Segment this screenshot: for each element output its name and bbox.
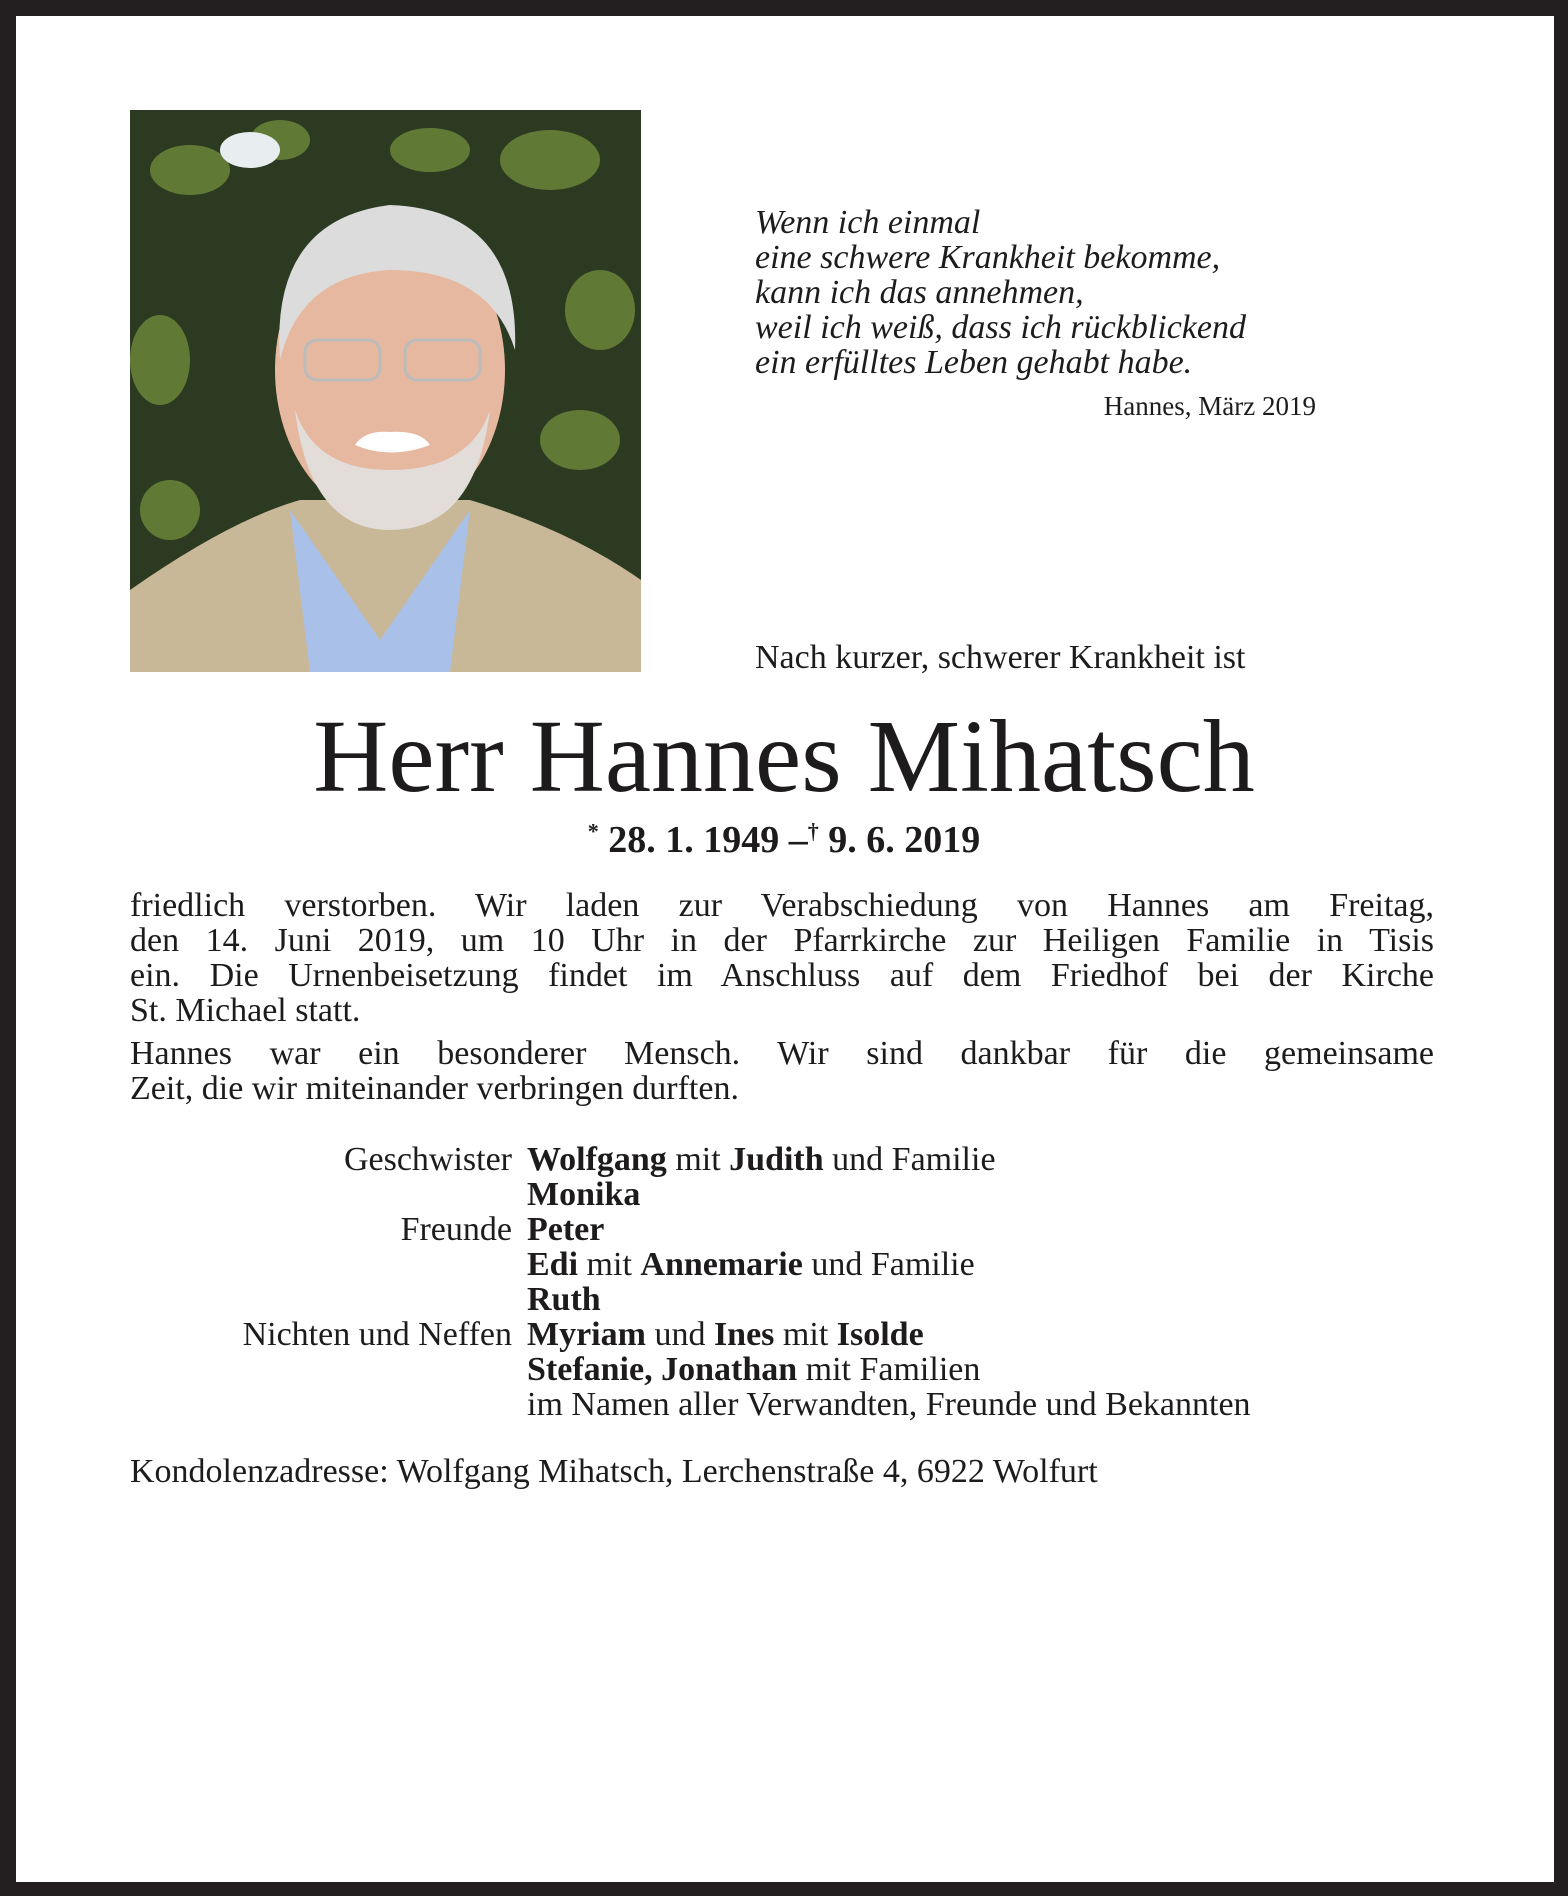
connector: mit [586,1246,632,1283]
mourner-name: Annemarie [640,1246,803,1283]
connector: und [654,1316,706,1353]
birth-symbol: * [587,818,599,844]
group-label: Freunde [400,1211,512,1248]
announcement-paragraph [130,888,1434,1028]
quote-line: Wenn ich einmal [755,204,981,241]
mourner-name: Edi [527,1246,579,1283]
death-date: 9. 6. 2019 [828,819,981,861]
mourners-list [130,1142,1251,1422]
condolence-address: Kondolenzadresse: Wolfgang Mihatsch, Lerchenstraße 4, 6922 Wolfurt [130,1453,1098,1490]
quote-line: kann ich das annehmen, [755,274,1084,311]
closing-line: im Namen aller Verwandten, Freunde und Bekannten [527,1386,1251,1423]
date-separator: – [788,819,808,861]
group-label: Geschwister [343,1141,512,1178]
paragraph-line: den 14. Juni 2019, um 10 Uhr in der Pfarrkirche zur Heiligen Familie in Tisis [130,922,1434,959]
group-label: Nichten und Neffen [242,1316,512,1353]
connector: und Familie [832,1141,996,1178]
quote-line: weil ich weiß, dass ich rückblickend [755,309,1246,346]
tribute-paragraph [130,1036,1434,1106]
mourner-name: Wolfgang [527,1141,667,1178]
life-dates [0,818,1568,862]
mourner-name: Myriam [527,1316,646,1353]
quote-line: ein erfülltes Leben gehabt habe. [755,344,1193,381]
mourner-name: Judith [729,1141,824,1178]
connector: und Familie [811,1246,975,1283]
connector: mit [675,1141,721,1178]
paragraph-line: Hannes war ein besonderer Mensch. Wir sind dankbar für die gemeinsame [130,1035,1434,1072]
mourner-name: Stefanie, Jonathan [527,1351,798,1388]
paragraph-line: St. Michael statt. [130,992,361,1029]
paragraph-line: Zeit, die wir miteinander verbringen durften. [130,1070,739,1107]
intro-text: Nach kurzer, schwerer Krankheit ist [755,639,1246,676]
mourner-name: Peter [527,1211,605,1248]
portrait-photo [130,110,641,672]
birth-date: 28. 1. 1949 [608,819,780,861]
death-symbol: † [807,818,819,844]
deceased-name: Herr Hannes Mihatsch [313,699,1255,814]
quote-attribution: Hannes, März 2019 [1103,391,1316,421]
paragraph-line: friedlich verstorben. Wir laden zur Verabschiedung von Hannes am Freitag, [130,887,1434,924]
mourner-name: Isolde [836,1316,924,1353]
quote-line: eine schwere Krankheit bekomme, [755,239,1221,276]
mourner-name: Ruth [527,1281,601,1318]
mourner-name: Ines [713,1316,775,1353]
quote [755,205,1246,380]
mourner-name: Monika [527,1176,641,1213]
connector: mit [782,1316,829,1353]
connector: mit Familien [805,1351,981,1388]
paragraph-line: ein. Die Urnenbeisetzung findet im Anschluss auf dem Friedhof bei der Kirche [130,957,1434,994]
